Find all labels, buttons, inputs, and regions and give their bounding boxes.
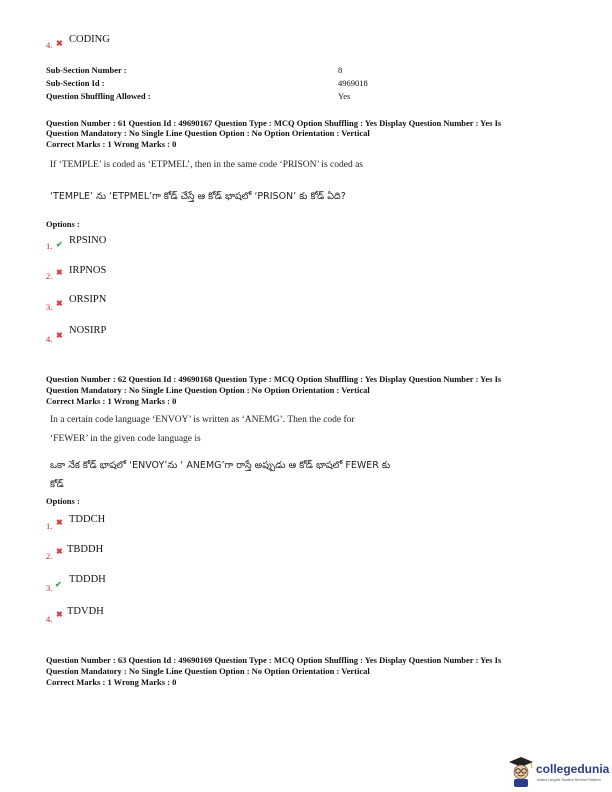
q62-question-telugu-line2: కోడ్ xyxy=(50,479,64,490)
q63-meta-line2: Question Mandatory : No Single Line Question Option : No Option Orientation : Vertical xyxy=(46,666,370,676)
q62-option-3-number: 3. xyxy=(46,583,53,593)
subsection-number-label: Sub-Section Number : xyxy=(46,65,127,75)
q62-question-english-line1: In a certain code language ‘ENVOY’ is written as ‘ANEMG’. Then the code for xyxy=(50,415,355,425)
q62-marks: Correct Marks : 1 Wrong Marks : 0 xyxy=(46,396,177,406)
wrong-mark-icon: ✖ xyxy=(56,547,63,556)
q62-option-3-text: TDDDH xyxy=(69,574,106,585)
wrong-mark-icon: ✖ xyxy=(56,299,63,308)
mascot-icon xyxy=(506,755,536,787)
option-text: CODING xyxy=(69,34,110,45)
shuffle-label: Question Shuffling Allowed : xyxy=(46,91,151,101)
logo-wordmark: collegedunia xyxy=(536,762,610,776)
subsection-number-value: 8 xyxy=(338,65,343,75)
q61-option-1-number: 1. xyxy=(46,241,53,251)
q61-option-4-text: NOSIRP xyxy=(69,325,107,336)
q61-option-3-text: ORSIPN xyxy=(69,294,107,305)
q61-option-2-text: IRPNOS xyxy=(69,265,107,276)
q61-option-2-number: 2. xyxy=(46,271,53,281)
correct-check-icon: ✔ xyxy=(56,240,63,249)
q63-marks: Correct Marks : 1 Wrong Marks : 0 xyxy=(46,677,177,687)
collegedunia-logo xyxy=(506,755,608,789)
q61-option-4-number: 4. xyxy=(46,334,53,344)
subsection-id-label: Sub-Section Id : xyxy=(46,78,105,88)
wrong-mark-icon: ✖ xyxy=(56,39,63,48)
q61-marks: Correct Marks : 1 Wrong Marks : 0 xyxy=(46,139,177,149)
option-number: 4. xyxy=(46,40,53,50)
q62-option-4-number: 4. xyxy=(46,614,53,624)
correct-check-icon: ✔ xyxy=(55,580,62,589)
wrong-mark-icon: ✖ xyxy=(56,268,63,277)
logo-tagline: India's Largest Student Review Platform xyxy=(537,778,601,782)
q61-option-3-number: 3. xyxy=(46,302,53,312)
wrong-mark-icon: ✖ xyxy=(56,518,63,527)
q61-meta-line1: Question Number : 61 Question Id : 49690167 Question Type : MCQ Option Shuffling : Yes Display Question Number : Yes Is xyxy=(46,118,502,128)
q61-options-label: Options : xyxy=(46,219,80,229)
wrong-mark-icon: ✖ xyxy=(56,610,63,619)
q61-question-english: If ‘TEMPLE’ is coded as ‘ETPMEL’, then in the same code ‘PRISON’ is coded as xyxy=(50,160,363,170)
q62-meta-line1: Question Number : 62 Question Id : 49690168 Question Type : MCQ Option Shuffling : Yes Display Question Number : Yes Is xyxy=(46,374,502,384)
q62-option-2-number: 2. xyxy=(46,551,53,561)
q63-meta-line1: Question Number : 63 Question Id : 49690169 Question Type : MCQ Option Shuffling : Yes Display Question Number : Yes Is xyxy=(46,655,502,665)
q62-question-english-line2: ‘FEWER’ in the given code language is xyxy=(50,434,201,444)
q62-options-label: Options : xyxy=(46,496,80,506)
q62-meta-line2: Question Mandatory : No Single Line Question Option : No Option Orientation : Vertical xyxy=(46,385,370,395)
shuffle-value: Yes xyxy=(338,91,351,101)
q62-option-2-text: TBDDH xyxy=(67,544,104,555)
q62-question-telugu-line1: ఒకా నేక కోడ్ భాషలో ‘ENVOY’ను ‘ ANEMG’గా రాస్తే అప్పుడు ఆ కోడ్ భాషలో FEWER కు xyxy=(50,460,391,471)
q62-option-1-text: TDDCH xyxy=(69,514,106,525)
q61-question-telugu: ‘TEMPLE’ ను ‘ETPMEL’గా కోడ్ చేస్తే ఆ కోడ్ భాషలో ‘PRISON’ కు కోడ్ ఏది? xyxy=(50,191,346,202)
q61-option-1-text: RPSINO xyxy=(69,235,107,246)
q62-option-4-text: TDVDH xyxy=(67,606,104,617)
subsection-id-value: 4969018 xyxy=(338,78,368,88)
q62-option-1-number: 1. xyxy=(46,521,53,531)
q61-meta-line2: Question Mandatory : No Single Line Question Option : No Option Orientation : Vertical xyxy=(46,128,370,138)
wrong-mark-icon: ✖ xyxy=(56,331,63,340)
